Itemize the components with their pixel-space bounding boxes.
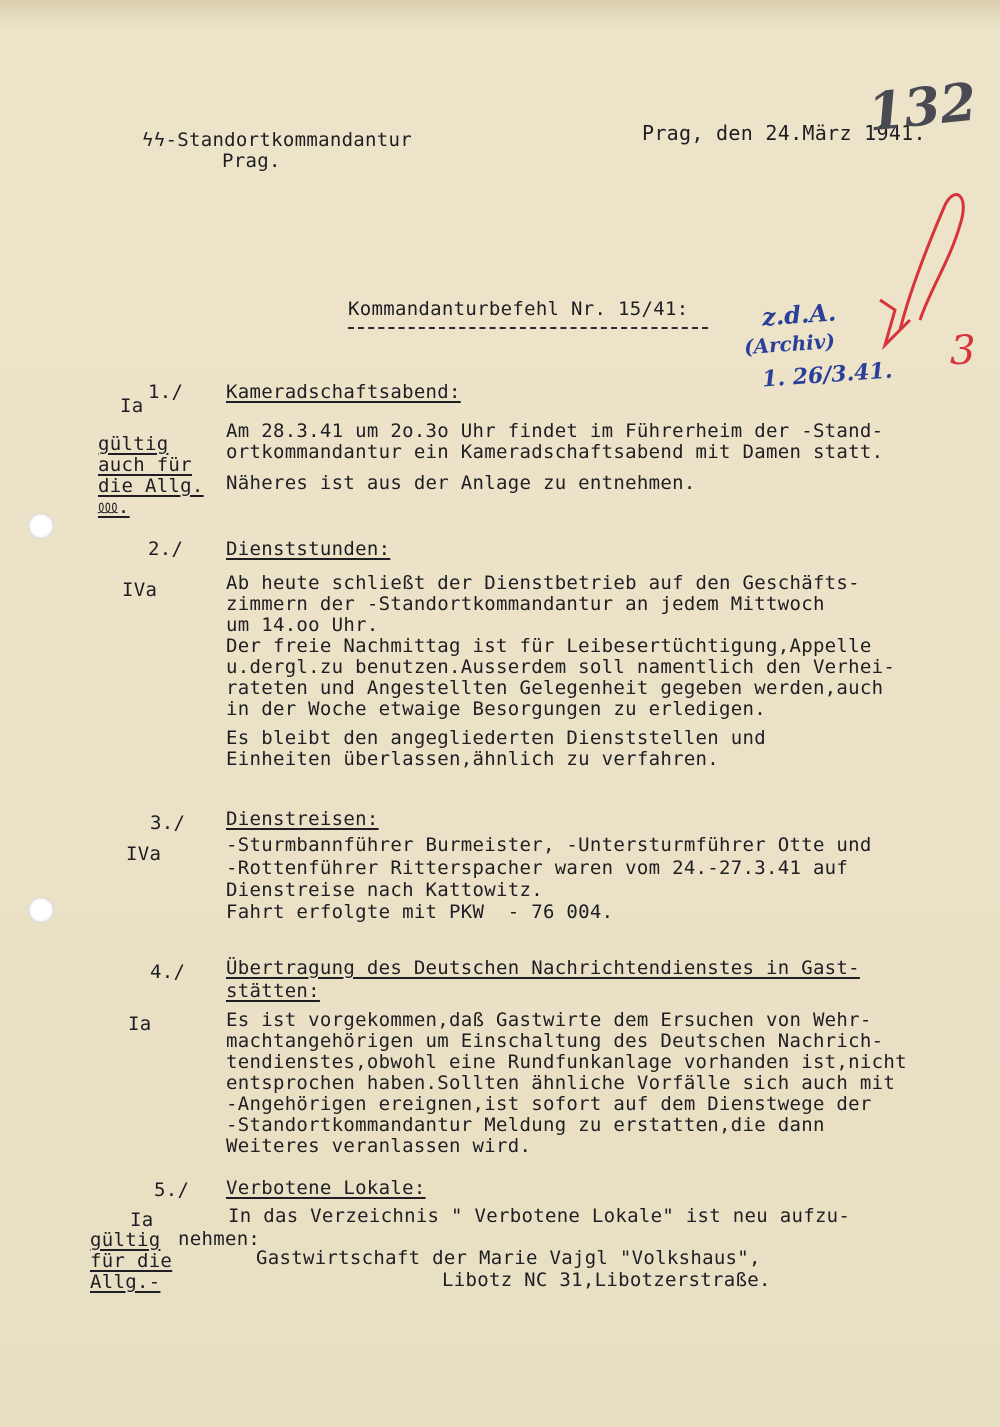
section2-line: Der freie Nachmittag ist für Leibesertüchtigung,Appelle [226, 635, 872, 657]
section4-line: machtangehörigen um Einschaltung des Deutschen Nachrich- [226, 1030, 884, 1052]
section5-note-2: für die [90, 1250, 173, 1272]
section5-margin: Ia [130, 1209, 154, 1231]
scanned-top-edge [0, 0, 1000, 30]
title-underline [348, 327, 708, 329]
section3-number: 3./ [150, 812, 186, 834]
section4-line: Es ist vorgekommen,daß Gastwirte dem Ersuchen von Wehr- [226, 1009, 872, 1031]
section4-line: -Standortkommandantur Meldung zu erstatten,die dann [226, 1114, 825, 1136]
section5-note-1: gültig [90, 1229, 161, 1251]
section2-line: Einheiten überlassen,ähnlich zu verfahren. [226, 748, 720, 770]
section1-note-2: auch für [98, 454, 192, 476]
section3-line: -Sturmbannführer Burmeister, -Untersturmführer Otte und [226, 834, 872, 856]
section1-note-3: die Allg. [98, 475, 204, 497]
section4-heading: stätten: [226, 980, 320, 1002]
section2-line: rateten und Angestellten Gelegenheit gegeben werden,auch [226, 677, 884, 699]
section3-margin: IVa [126, 843, 162, 865]
red-number: 3 [950, 328, 976, 374]
section2-margin: IVa [122, 579, 158, 601]
section5-number: 5./ [154, 1179, 190, 1201]
section1-line: ortkommandantur ein Kameradschaftsabend mit Damen statt. [226, 441, 884, 463]
office-line1 [142, 130, 412, 151]
section1-note-4: ⅏. [98, 496, 130, 518]
section1-heading: Kameradschaftsabend: [226, 381, 461, 403]
handwritten-note-line2: (Archiv) [743, 328, 836, 360]
section5-entry-line2: Libotz NC 31,Libotzerstraße. [442, 1269, 771, 1291]
section2-line: Es bleibt den angegliederten Dienststellen und [226, 727, 766, 749]
office-name: -Standortkommandantur [165, 129, 413, 151]
section4-margin: Ia [128, 1013, 152, 1035]
ss-rune: ϟϟ [142, 129, 166, 151]
section2-line: um 14.oo Uhr. [226, 614, 379, 636]
section5-line: In das Verzeichnis " Verbotene Lokale" ist neu aufzu- [228, 1205, 851, 1227]
section1-line: Am 28.3.41 um 2o.3o Uhr findet im Führerheim der -Stand- [226, 420, 884, 442]
section3-line: Dienstreise nach Kattowitz. [226, 879, 543, 901]
section1-number: 1./ [148, 381, 184, 403]
handwritten-note-line1: z.d.A. [761, 297, 838, 332]
section5-line: nehmen: [178, 1228, 261, 1250]
section2-line: Ab heute schließt der Dienstbetrieb auf den Geschäfts- [226, 572, 860, 594]
section1-line: Näheres ist aus der Anlage zu entnehmen. [226, 472, 696, 494]
section4-heading: Übertragung des Deutschen Nachrichtendienstes in Gast- [226, 957, 860, 979]
section1-note-1: gültig [98, 433, 169, 455]
section2-line: in der Woche etwaige Besorgungen zu erledigen. [226, 698, 766, 720]
document-date: Prag, den 24.März 1941. [642, 121, 926, 145]
order-title: Kommandanturbefehl Nr. 15/41: [348, 298, 689, 320]
section2-line: u.dergl.zu benutzen.Ausserdem soll namentlich den Verhei- [226, 656, 896, 678]
handwritten-archive-number: 132 [865, 71, 980, 144]
handwritten-note-line3: 1. 26/3.41. [761, 357, 894, 393]
section2-heading: Dienststunden: [226, 538, 391, 560]
section3-heading: Dienstreisen: [226, 808, 379, 830]
section4-line: -Angehörigen ereignen,ist sofort auf dem Dienstwege der [226, 1093, 872, 1115]
section5-entry-line1: Gastwirtschaft der Marie Vajgl "Volkshaus", [256, 1247, 761, 1269]
section4-line: Weiteres veranlassen wird. [226, 1135, 532, 1157]
punch-hole-top [28, 513, 54, 539]
punch-hole-bottom [28, 897, 54, 923]
section2-line: zimmern der -Standortkommandantur an jedem Mittwoch [226, 593, 825, 615]
section4-number: 4./ [150, 961, 186, 983]
section3-line: -Rottenführer Ritterspacher waren vom 24.-27.3.41 auf [226, 857, 849, 879]
section1-margin: Ia [120, 395, 144, 417]
section5-heading: Verbotene Lokale: [226, 1177, 426, 1199]
section4-line: tendienstes,obwohl eine Rundfunkanlage vorhanden ist,nicht [226, 1051, 907, 1073]
section3-line: Fahrt erfolgte mit PKW - 76 004. [226, 901, 614, 923]
office-line2: Prag. [222, 150, 281, 172]
section5-note-3: Allg.- [90, 1271, 161, 1293]
section2-number: 2./ [148, 538, 184, 560]
section4-line: entsprochen haben.Sollten ähnliche Vorfälle sich auch mit [226, 1072, 896, 1094]
